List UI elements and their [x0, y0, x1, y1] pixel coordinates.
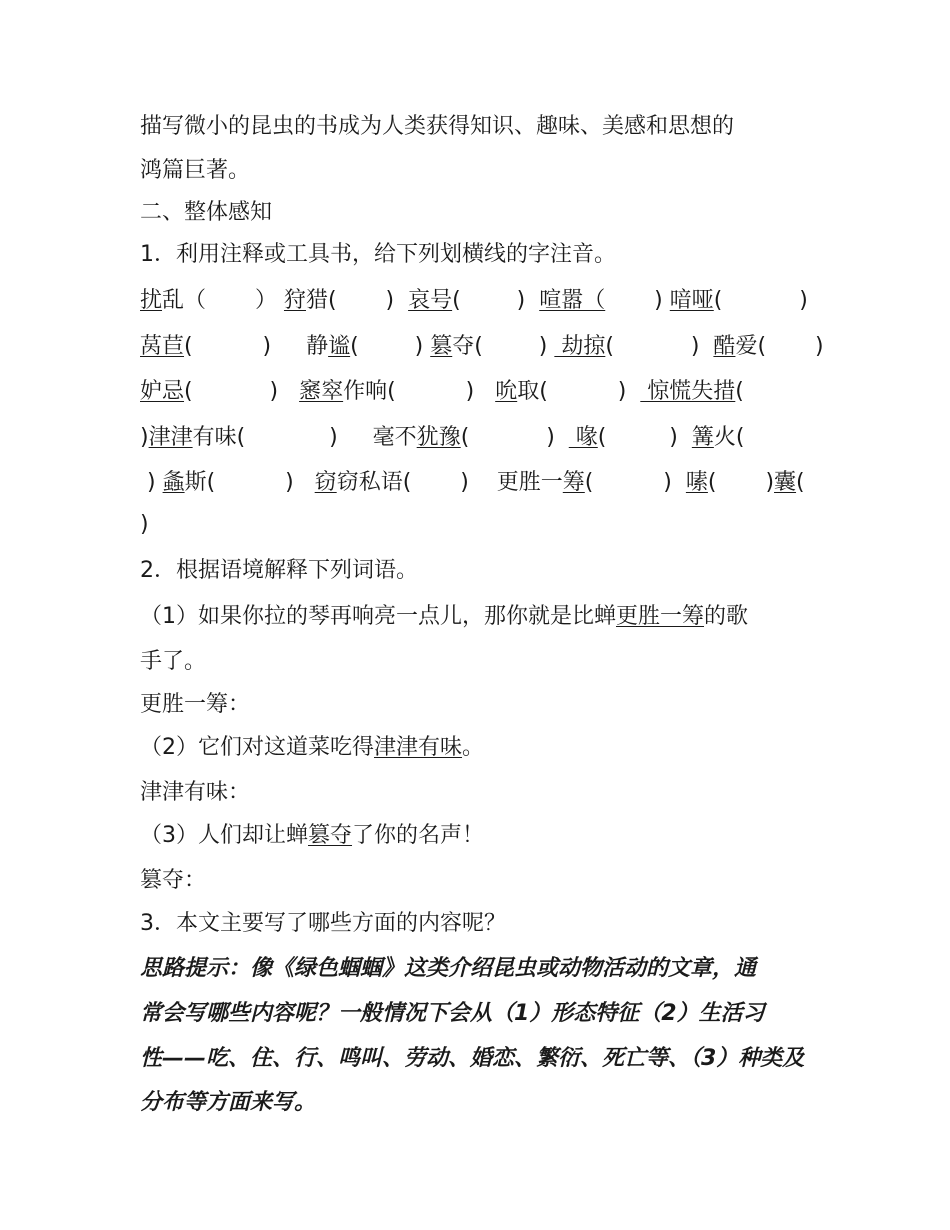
exercise-text: ( ) [460, 425, 569, 450]
answer-label-1: 更胜一筹： [140, 692, 251, 717]
exercise-text: ( ) [184, 379, 300, 404]
pinyin-row-5 [140, 468, 805, 498]
underlined-word: 吮 [495, 379, 518, 404]
pinyin-row-4 [140, 423, 744, 453]
section-title: 二、整体感知 [140, 200, 273, 225]
underlined-word: 螽 [162, 470, 185, 495]
hint-line-4: 分布等方面来写。 [140, 1090, 317, 1115]
exercise-text: ( ) [584, 470, 686, 495]
underlined-word: 嗉 [685, 470, 708, 495]
underlined-word: 扰 [140, 288, 163, 313]
exercise-text: ( ) [605, 334, 714, 359]
exercise-text: ( [735, 379, 744, 404]
answer-label-2: 津津有味： [140, 780, 251, 805]
pinyin-row-3 [140, 377, 744, 407]
exercise-text: 斯( ) [184, 470, 315, 495]
pinyin-row-1 [140, 286, 808, 316]
exercise-text: ( ) [713, 288, 808, 313]
underlined-word: 莴苣 [140, 334, 185, 359]
exercise-text: 爱( ) [735, 334, 824, 359]
target-word: 更胜一筹 [616, 604, 705, 629]
answer-label-3: 篡夺： [140, 868, 207, 893]
underlined-word: 筹 [562, 470, 585, 495]
question-3-title: 3．本文主要写了哪些方面的内容呢？ [140, 911, 506, 936]
underlined-word: 篡 [430, 334, 453, 359]
underlined-word: 谧 [328, 334, 351, 359]
underlined-word: 喑哑 [669, 288, 714, 313]
exercise-text: 作响( ) [343, 379, 496, 404]
exercise-text: 夺( ) [452, 334, 555, 359]
underlined-word: 惊慌失措 [640, 379, 736, 404]
underlined-word: 狩 [283, 288, 306, 313]
question-1-title: 1．利用注释或工具书，给下列划横线的字注音。 [140, 242, 616, 267]
question-2-item-2: （2）它们对这道菜吃得津津有味。 [140, 735, 485, 760]
underlined-word: 囊 [774, 470, 797, 495]
underlined-word: 劫掠 [554, 334, 606, 359]
target-word: 津津有味 [374, 735, 463, 760]
underlined-word: 犹豫 [416, 425, 461, 450]
underlined-word: 喧嚣（ [539, 288, 606, 313]
question-2-item-1-cont: 手了。 [140, 649, 207, 674]
exercise-text: 猎( ) [305, 288, 409, 313]
underlined-word: 哀号 [408, 288, 453, 313]
hint-line-1: 思路提示：像《绿色蝈蝈》这类介绍昆虫或动物活动的文章，通 [140, 956, 757, 981]
hint-line-2: 常会写哪些内容呢？一般情况下会从（1）形态特征（2）生活习 [140, 1001, 765, 1026]
exercise-text: 窃私语( ) 更胜一 [336, 470, 563, 495]
exercise-text: ( ) 静 [184, 334, 329, 359]
underlined-word: 篝 [691, 425, 714, 450]
underlined-word: 津津 [148, 425, 193, 450]
underlined-word: 喙 [568, 425, 598, 450]
exercise-text: ( ) [707, 470, 775, 495]
exercise-text: ) [605, 288, 670, 313]
underlined-word: 酷 [713, 334, 736, 359]
pinyin-row-6 [140, 510, 149, 540]
underlined-word: 窃 [314, 470, 337, 495]
exercise-text: ) [140, 512, 149, 537]
hint-line-3: 性——吃、住、行、鸣叫、劳动、婚恋、繁衍、死亡等、（3）种类及 [140, 1046, 805, 1071]
intro-line-1: 描写微小的昆虫的书成为人类获得知识、趣味、美感和思想的 [140, 114, 735, 139]
question-2-title: 2．根据语境解释下列词语。 [140, 558, 418, 583]
target-word: 篡夺 [308, 823, 353, 848]
underlined-word: 妒忌 [140, 379, 185, 404]
exercise-text: 乱（ ） [162, 288, 284, 313]
question-2-item-1: （1）如果你拉的琴再响亮一点儿，那你就是比蝉更胜一筹的歌 [140, 604, 749, 629]
question-2-item-3: （3）人们却让蝉篡夺了你的名声！ [140, 823, 485, 848]
exercise-text: ) [140, 425, 149, 450]
exercise-text: ( ) [452, 288, 540, 313]
exercise-text: 有味( ) 毫不 [192, 425, 417, 450]
underlined-word: 窸窣 [299, 379, 344, 404]
exercise-text: ) [140, 470, 163, 495]
exercise-text: ( [796, 470, 805, 495]
exercise-text: 取( ) [517, 379, 641, 404]
intro-line-2: 鸿篇巨著。 [140, 158, 251, 183]
exercise-text: ( ) [597, 425, 692, 450]
pinyin-row-2 [140, 332, 824, 362]
exercise-text: 火( [713, 425, 745, 450]
exercise-text: ( ) [350, 334, 431, 359]
